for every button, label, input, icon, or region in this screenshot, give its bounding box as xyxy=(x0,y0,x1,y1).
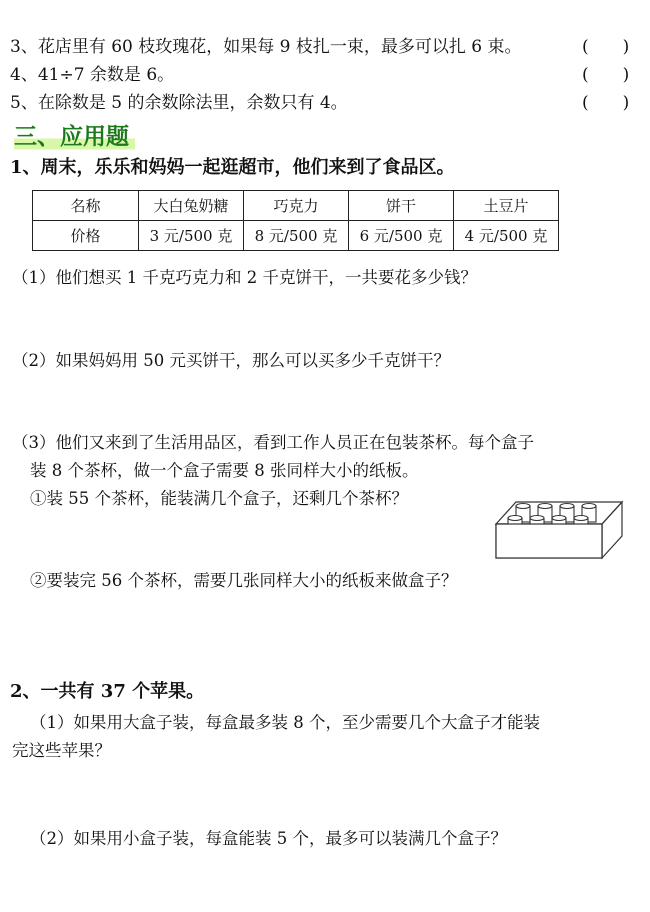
table-cell: 价格 xyxy=(33,221,139,251)
table-cell: 名称 xyxy=(33,191,139,221)
problem-1-q3a: ①装 55 个茶杯，能装满几个盒子，还剩几个茶杯？ xyxy=(30,489,408,508)
problem-2-q1-line2: 完这些苹果？ xyxy=(12,741,111,760)
problem-1-q3b: ②要装完 56 个茶杯，需要几张同样大小的纸板来做盒子？ xyxy=(30,571,458,590)
table-cell: 3 元/500 克 xyxy=(139,221,244,251)
problem-1-q1: （1）他们想买 1 千克巧克力和 2 千克饼干，一共要花多少钱？ xyxy=(12,268,477,287)
table-cell: 饼干 xyxy=(349,191,454,221)
price-table xyxy=(32,190,559,251)
problem-2-q2: （2）如果用小盒子装，每盒能装 5 个，最多可以装满几个盒子？ xyxy=(30,829,507,848)
section-title: 三、应用题 xyxy=(14,122,135,152)
problem-2-q1-line1: （1）如果用大盒子装，每盒最多装 8 个，至少需要几个大盒子才能装 xyxy=(30,713,540,732)
problem-1-q2: （2）如果妈妈用 50 元买饼干，那么可以买多少千克饼干？ xyxy=(12,351,450,370)
problem-1-title: 1、周末，乐乐和妈妈一起逛超市，他们来到了食品区。 xyxy=(10,157,455,178)
table-cell: 土豆片 xyxy=(454,191,559,221)
answer-paren-5[interactable]: ( ) xyxy=(582,93,630,113)
table-row xyxy=(33,221,559,251)
problem-2-title: 2、一共有 37 个苹果。 xyxy=(10,681,205,702)
table-cell: 6 元/500 克 xyxy=(349,221,454,251)
table-cell: 8 元/500 克 xyxy=(244,221,349,251)
table-cell: 大白兔奶糖 xyxy=(139,191,244,221)
judgement-item-5: 5、在除数是 5 的余数除法里，余数只有 4。 xyxy=(10,93,348,113)
problem-1-q3-line2: 装 8 个茶杯，做一个盒子需要 8 张同样大小的纸板。 xyxy=(30,461,419,480)
table-row xyxy=(33,191,559,221)
table-cell: 4 元/500 克 xyxy=(454,221,559,251)
cup-box-illustration xyxy=(494,498,624,562)
problem-1-q3-line1: （3）他们又来到了生活用品区，看到工作人员正在包装茶杯。每个盒子 xyxy=(12,433,534,452)
judgement-item-4: 4、41÷7 余数是 6。 xyxy=(10,65,175,85)
answer-paren-4[interactable]: ( ) xyxy=(582,65,630,85)
judgement-item-3: 3、花店里有 60 枝玫瑰花，如果每 9 枝扎一束，最多可以扎 6 束。 xyxy=(10,37,522,57)
answer-paren-3[interactable]: ( ) xyxy=(582,37,630,57)
table-cell: 巧克力 xyxy=(244,191,349,221)
